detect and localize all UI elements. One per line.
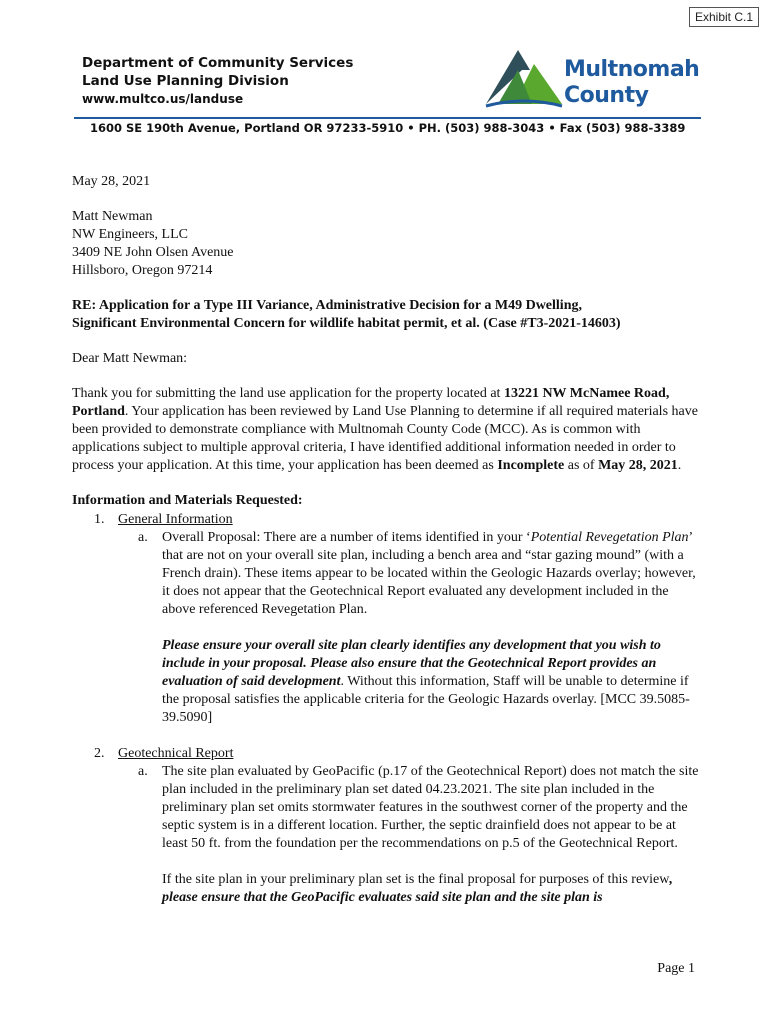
sub-item-paragraph: The site plan evaluated by GeoPacific (p.17 of the Geotechnical Report) does not match the site plan included in the preliminary plan set dated 04.23.2021. The site plan included in the preliminary plan set omits stormwater features in the southwest corner of the property and the septic system is in a different location. Further, the septic drainfield does not appear to be at least 50 ft. from the foundation per the recommendations on p.5 of the Geotechnical Report. [162, 764, 699, 851]
intro-paragraph [72, 385, 700, 475]
header-divider [74, 117, 701, 119]
sub-item-a [118, 529, 700, 727]
contact-address: 1600 SE 190th Avenue, Portland OR 97233-5910 • PH. (503) 988-3043 • Fax (503) 988-3389 [90, 121, 686, 135]
request-emphasis: , please ensure that the GeoPacific evaluates said site plan and the site plan is [162, 872, 673, 905]
list-item-geotechnical-report [72, 745, 700, 907]
subject-line [72, 297, 700, 333]
mountain-logo-icon [484, 44, 564, 110]
recipient-company: NW Engineers, LLC [72, 227, 188, 242]
item-number: 2. [94, 746, 105, 761]
sub-item-request [162, 871, 700, 907]
section-heading: Information and Materials Requested: [72, 493, 303, 508]
item-number: 1. [94, 512, 105, 527]
list-item-general-information [72, 511, 700, 727]
intro-text-2: . Your application has been reviewed by Land Use Planning to determine if all required materials have been provided to demonstrate compliance with Multnomah County Code (MCC). As is common with applications subject to multiple approval criteria, I have identified additional information needed in order to process your application. At this time, your application has been deemed as [72, 404, 698, 473]
recipient-name: Matt Newman [72, 209, 153, 224]
plan-name-italic: Potential Revegetation Plan [530, 530, 689, 545]
multnomah-county-logo [484, 44, 704, 114]
letter-date: May 28, 2021 [72, 174, 151, 189]
sub-item-letter: a. [138, 764, 148, 779]
intro-text-4: . [677, 458, 682, 473]
letter-body [72, 173, 700, 907]
item-title: Geotechnical Report [118, 746, 234, 761]
property-address: 13221 NW McNamee Road, Portland [72, 386, 670, 419]
logo-text-county: County [564, 83, 649, 108]
request-text: If the site plan in your preliminary plan set is the final proposal for purposes of this review [162, 872, 670, 887]
request-emphasis: Please ensure your overall site plan clearly identifies any development that you wish to include in your proposal. Please also ensure that the Geotechnical Report provides an evaluation of said development [162, 638, 661, 689]
status-date: May 28, 2021 [598, 458, 678, 473]
paragraph-text: Overall Proposal: There are a number of items identified in your ‘ [162, 530, 531, 545]
recipient-city: Hillsboro, Oregon 97214 [72, 263, 213, 278]
intro-text-3: as of [564, 458, 599, 473]
division-name: Land Use Planning Division [82, 73, 289, 89]
sub-item-paragraph [162, 529, 700, 619]
subject-line-2: Significant Environmental Concern for wildlife habitat permit, et al. (Case #T3-2021-14603) [72, 316, 621, 331]
sub-item-a [118, 763, 700, 907]
page-number: Page 1 [657, 961, 695, 976]
intro-text-1: Thank you for submitting the land use application for the property located at [72, 386, 504, 401]
paragraph-text: ’ that are not on your overall site plan, including a bench area and “star gazing mound” (with a French drain). These items appear to be located within the Geologic Hazards overlay; however, it does not appear that the Geotechnical Report evaluated any development included in the above referenced Revegetation Plan. [162, 530, 696, 617]
exhibit-label: Exhibit C.1 [689, 7, 759, 27]
department-name: Department of Community Services [82, 55, 354, 71]
logo-text-multnomah: Multnomah [564, 57, 700, 82]
request-text: . Without this information, Staff will be unable to determine if the proposal satisfies the applicable criteria for the Geologic Hazards overlay. [MCC 39.5085-39.5090] [162, 674, 690, 725]
subject-line-1: RE: Application for a Type III Variance, Administrative Decision for a M49 Dwelling, [72, 298, 582, 313]
salutation: Dear Matt Newman: [72, 351, 188, 366]
recipient-block [72, 208, 700, 280]
sub-item-request [162, 637, 700, 727]
department-block [82, 54, 353, 108]
sub-item-letter: a. [138, 530, 148, 545]
item-title: General Information [118, 512, 233, 527]
recipient-street: 3409 NE John Olsen Avenue [72, 245, 234, 260]
website-link[interactable]: www.multco.us/landuse [82, 92, 244, 106]
status-incomplete: Incomplete [497, 458, 565, 473]
